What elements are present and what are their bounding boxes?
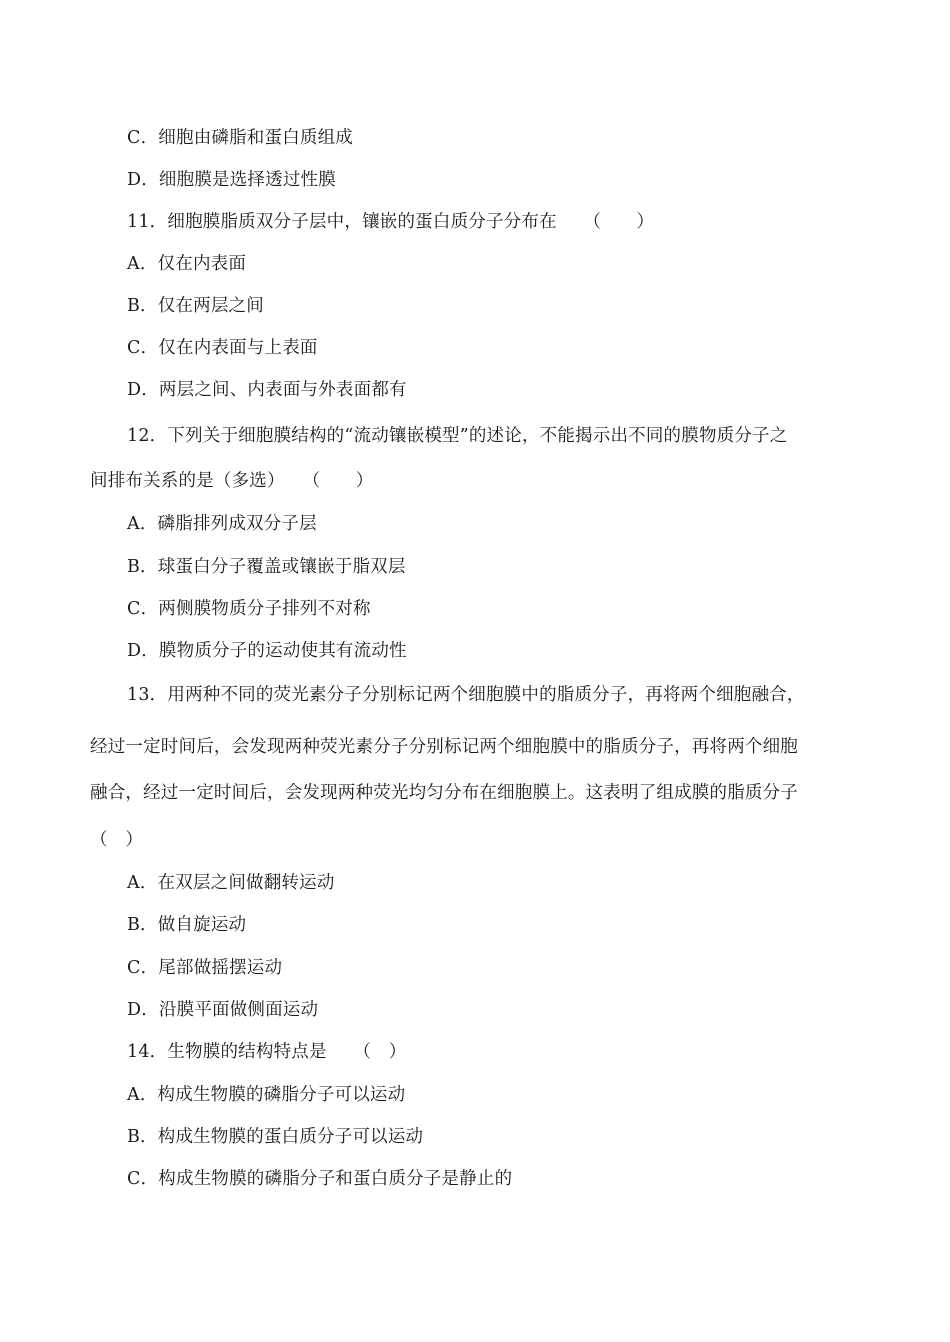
q11-option-a: A．仅在内表面 <box>127 254 247 274</box>
q10-option-c: C．细胞由磷脂和蛋白质组成 <box>127 128 353 148</box>
q13-option-b: B．做自旋运动 <box>127 915 247 935</box>
q14-option-a: A．构成生物膜的磷脂分子可以运动 <box>127 1085 406 1105</box>
q14-stem: 14．生物膜的结构特点是 （ ） <box>127 1042 407 1062</box>
q12-stem-line2: 间排布关系的是（多选） （ ） <box>90 471 374 491</box>
q12-option-a: A．磷脂排列成双分子层 <box>127 514 317 534</box>
q13-option-a: A．在双层之间做翻转运动 <box>127 873 335 893</box>
q13-option-d: D．沿膜平面做侧面运动 <box>127 1000 319 1020</box>
q12-option-b: B．球蛋白分子覆盖或镶嵌于脂双层 <box>127 557 406 577</box>
q14-option-b: B．构成生物膜的蛋白质分子可以运动 <box>127 1127 424 1147</box>
q13-option-c: C．尾部做摇摆运动 <box>127 958 283 978</box>
q12-stem-line1: 12．下列关于细胞膜结构的“流动镶嵌模型”的述论，不能揭示出不同的膜物质分子之 <box>127 426 788 446</box>
q13-stem-line1: 13．用两种不同的荧光素分子分别标记两个细胞膜中的脂质分子，再将两个细胞融合， <box>127 685 805 705</box>
q14-option-c: C．构成生物膜的磷脂分子和蛋白质分子是静止的 <box>127 1169 513 1189</box>
q13-stem-line2: 经过一定时间后，会发现两种荧光素分子分别标记两个细胞膜中的脂质分子，再将两个细胞 <box>90 737 798 757</box>
q10-option-d: D．细胞膜是选择透过性膜 <box>127 170 336 190</box>
q11-option-d: D．两层之间、内表面与外表面都有 <box>127 380 407 400</box>
q11-stem: 11．细胞膜脂质双分子层中，镶嵌的蛋白质分子分布在 （ ） <box>127 212 655 232</box>
q13-answer-bracket: （ ） <box>90 830 144 850</box>
q12-option-d: D．膜物质分子的运动使其有流动性 <box>127 641 407 661</box>
q11-option-c: C．仅在内表面与上表面 <box>127 338 318 358</box>
q12-option-c: C．两侧膜物质分子排列不对称 <box>127 599 371 619</box>
q13-stem-line3: 融合，经过一定时间后，会发现两种荧光均匀分布在细胞膜上。这表明了组成膜的脂质分子 <box>90 783 798 803</box>
q11-option-b: B．仅在两层之间 <box>127 296 264 316</box>
